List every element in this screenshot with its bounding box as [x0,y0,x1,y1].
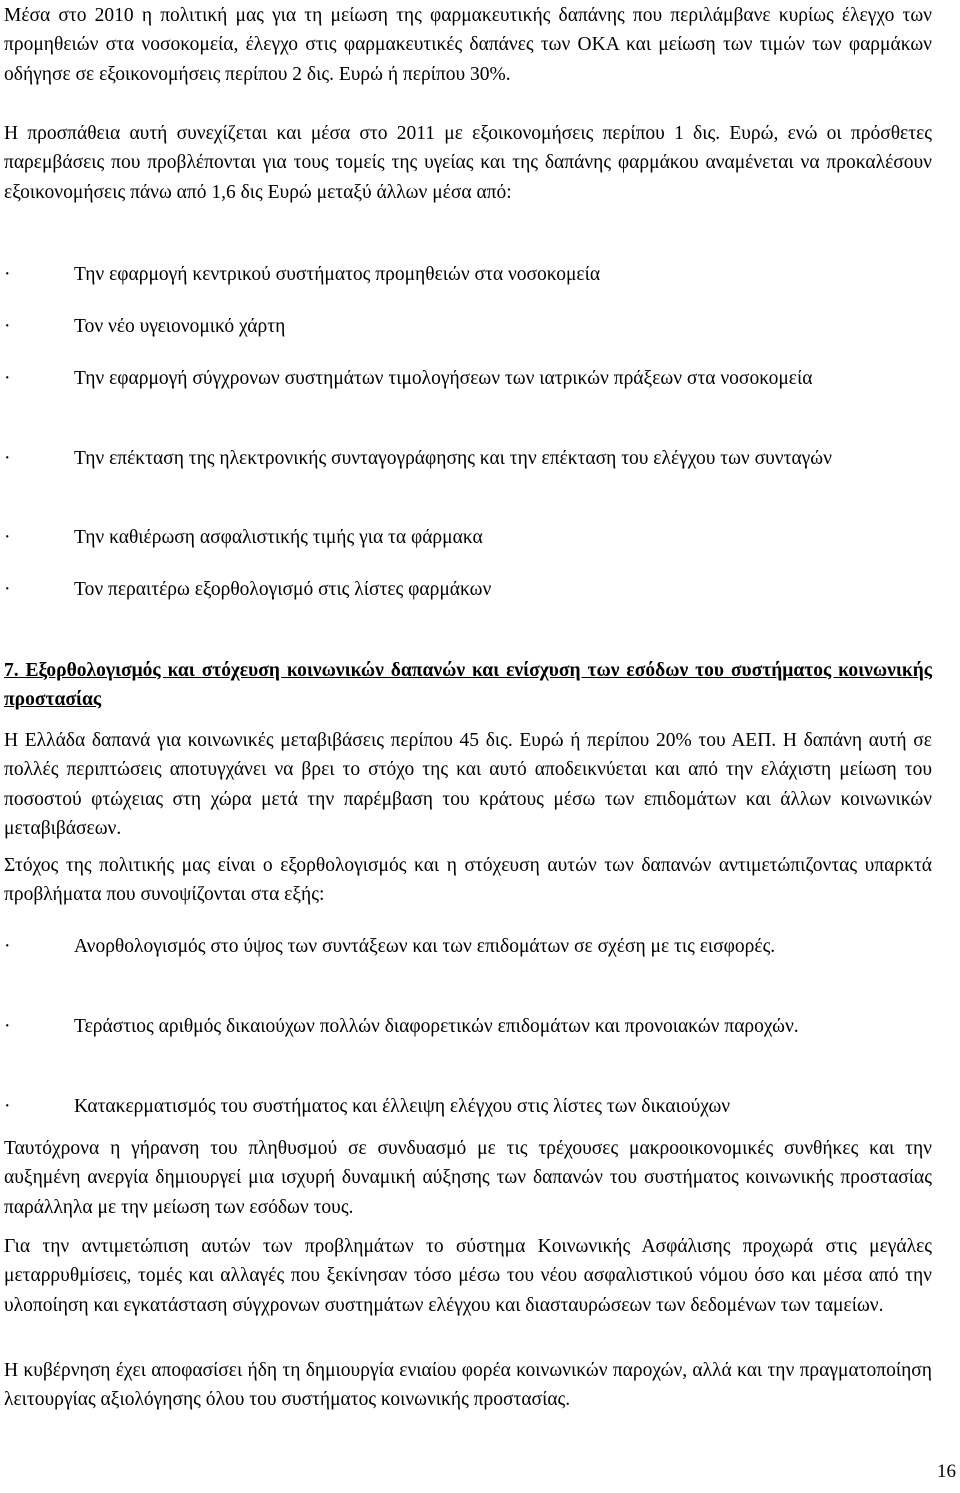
list-item [4,575,932,604]
paragraph-reforms: Για την αντιμετώπιση αυτών των προβλημάτων το σύστημα Κοινωνικής Ασφάλισης προχωρά στις μεγάλες μεταρρυθμίσεις, τομές και αλλαγές που ξεκίνησαν τόσο μέσω του νέου ασφαλιστικού νόμου όσο και μέσα από την υλοποίηση και εγκατάσταση σύγχρονων συστημάτων ελέγχου και διασταυρώσεων των δεδομένων των ταμείων. [4,1236,932,1316]
section-number: 7. [4,660,19,681]
list-item [4,364,932,393]
bullet-mark: · [4,368,11,389]
list-item-text: Την εφαρμογή σύγχρονων συστημάτων τιμολογήσεων των ιατρικών πράξεων στα νοσοκομεία [74,368,813,389]
list-item-text: Τεράστιος αριθμός δικαιούχων πολλών διαφορετικών επιδομάτων και προνοιακών παροχών. [74,1016,799,1037]
bullet-mark: · [4,1016,11,1037]
list-item-text: Ανορθολογισμός στο ύψος των συντάξεων και των επιδομάτων σε σχέση με τις εισφορές. [74,936,776,957]
paragraph-single-agency: Η κυβέρνηση έχει αποφασίσει ήδη τη δημιουργία ενιαίου φορέα κοινωνικών παροχών, αλλά και την πραγματοποίηση λειτουργίας αξιολόγησης όλου του συστήματος κοινωνικής προστασίας. [4,1360,932,1411]
list-item [4,260,932,289]
list-item [4,312,932,341]
page-number: 16 [937,1461,956,1482]
paragraph-policy-goal: Στόχος της πολιτικής μας είναι ο εξορθολογισμός και η στόχευση αυτών των δαπανών αντιμετώπιζοντας υπαρκτά προβλήματα που συνοψίζονται στα εξής: [4,855,932,906]
paragraph-social-spending: Η Ελλάδα δαπανά για κοινωνικές μεταβιβάσεις περίπου 45 δις. Ευρώ ή περίπου 20% του ΑΕΠ. Η δαπάνη αυτή σε πολλές περιπτώσεις αποτυγχάνει να βρει το στόχο της και αυτό αποδεικνύεται και από την ελάχιστη μείωση του ποσοστού φτώχειας στη χώρα μετά την παρέμβαση του κράτους μέσω των επιδομάτων και άλλων κοινωνικών μεταβιβάσεων. [4,730,932,840]
list-item-text: Τον νέο υγειονομικό χάρτη [74,316,286,337]
section-heading [4,656,932,715]
list-item-text: Την επέκταση της ηλεκτρονικής συνταγογράφησης και την επέκταση του ελέγχου των συνταγών [74,448,832,469]
list-item [4,523,932,552]
paragraph-population-aging: Ταυτόχρονα η γήρανση του πληθυσμού σε συνδυασμό με τις τρέχουσες μακροοικονομικές συνθήκες και την αυξημένη ανεργία δημιουργεί μια ισχυρή δυναμική αύξησης των δαπανών του συστήματος κοινωνικής προστασίας παράλληλα με την μείωση των εσόδων τους. [4,1138,932,1218]
bullet-mark: · [4,936,11,957]
bullet-mark: · [4,579,11,600]
bullet-mark: · [4,527,11,548]
paragraph-pharma-savings-2011: Η προσπάθεια αυτή συνεχίζεται και μέσα στο 2011 με εξοικονομήσεις περίπου 1 δις. Ευρώ, ενώ οι πρόσθετες παρεμβάσεις που προβλέπονται για τους τομείς της υγείας και της δαπάνης φαρμάκου αναμένεται να προκαλέσουν εξοικονομήσεις πάνω από 1,6 δις Ευρώ μεταξύ άλλων μέσα από: [4,123,932,203]
paragraph-pharma-savings-2010: Μέσα στο 2010 η πολιτική μας για τη μείωση της φαρμακευτικής δαπάνης που περιλάμβανε κυρίως έλεγχο των προμηθειών στα νοσοκομεία, έλεγχο στις φαρμακευτικές δαπάνες των ΟΚΑ και μείωση των τιμών των φαρμάκων οδήγησε σε εξοικονομήσεις περίπου 2 δις. Ευρώ ή περίπου 30%. [4,5,932,85]
list-item-text: Κατακερματισμός του συστήματος και έλλειψη ελέγχου στις λίστες των δικαιούχων [74,1096,731,1117]
list-item-text: Τον περαιτέρω εξορθολογισμό στις λίστες φαρμάκων [74,579,492,600]
list-item-text: Την καθιέρωση ασφαλιστικής τιμής για τα φάρμακα [74,527,483,548]
list-item [4,932,932,961]
bullet-mark: · [4,316,11,337]
section-title: Εξορθολογισμός και στόχευση κοινωνικών δαπανών και ενίσχυση των εσόδων του συστήματος κοινωνικής προστασίας [4,660,932,711]
bullet-mark: · [4,1096,11,1117]
list-item-text: Την εφαρμογή κεντρικού συστήματος προμηθειών στα νοσοκομεία [74,264,601,285]
list-item [4,444,932,473]
bullet-mark: · [4,264,11,285]
list-item [4,1092,932,1121]
list-item [4,1012,932,1041]
bullet-mark: · [4,448,11,469]
